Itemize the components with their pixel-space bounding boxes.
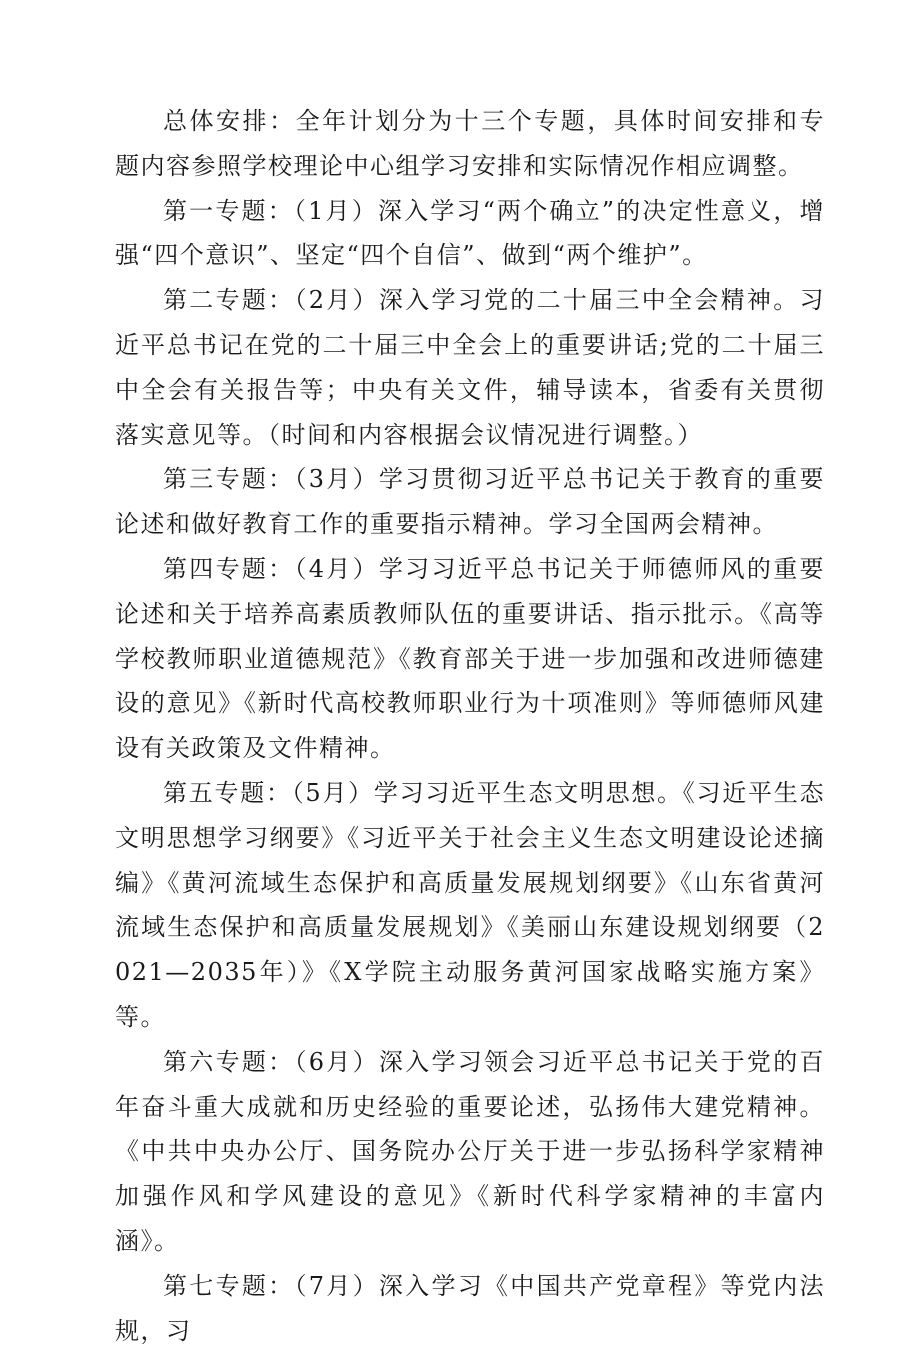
- paragraph-topic-3: 第三专题：（3月）学习贯彻习近平总书记关于教育的重要论述和做好教育工作的重要指示精神。学习全国两会精神。: [115, 465, 825, 539]
- paragraph-topic-5: 第五专题：（5月）学习习近平生态文明思想。《习近平生态文明思想学习纲要》《习近平关于社会主义生态文明建设论述摘编》《黄河流域生态保护和高质量发展规划纲要》《山东省黄河流域生态保护和高质量发展规划》《美丽山东建设规划纲要（2021—2035年）》《X学院主动服务黄河国家战略实施方案》等。: [115, 778, 825, 1031]
- paragraph-topic-2: 第二专题：（2月）深入学习党的二十届三中全会精神。习近平总书记在党的二十届三中全会上的重要讲话;党的二十届三中全会有关报告等；中央有关文件，辅导读本，省委有关贯彻落实意见等。（时间和内容根据会议情况进行调整。）: [115, 286, 825, 449]
- paragraph-topic-6: 第六专题：（6月）深入学习领会习近平总书记关于党的百年奋斗重大成就和历史经验的重要论述，弘扬伟大建党精神。《中共中央办公厅、国务院办公厅关于进一步弘扬科学家精神加强作风和学风建设的意见》《新时代科学家精神的丰富内涵》。: [115, 1047, 825, 1255]
- paragraph-overall-arrangement: 总体安排：全年计划分为十三个专题，具体时间安排和专题内容参照学校理论中心组学习安排和实际情况作相应调整。: [115, 107, 825, 180]
- paragraph-topic-1: 第一专题：（1月）深入学习“两个确立”的决定性意义，增强“四个意识”、坚定“四个自信”、做到“两个维护”。: [115, 196, 825, 270]
- paragraph-topic-4: 第四专题：（4月）学习习近平总书记关于师德师风的重要论述和关于培养高素质教师队伍的重要讲话、指示批示。《高等学校教师职业道德规范》《教育部关于进一步加强和改进师德建设的意见》《新时代高校教师职业行为十项准则》等师德师风建设有关政策及文件精神。: [115, 554, 825, 763]
- paragraph-topic-7: 第七专题：（7月）深入学习《中国共产党章程》等党内法规，习: [115, 1271, 825, 1345]
